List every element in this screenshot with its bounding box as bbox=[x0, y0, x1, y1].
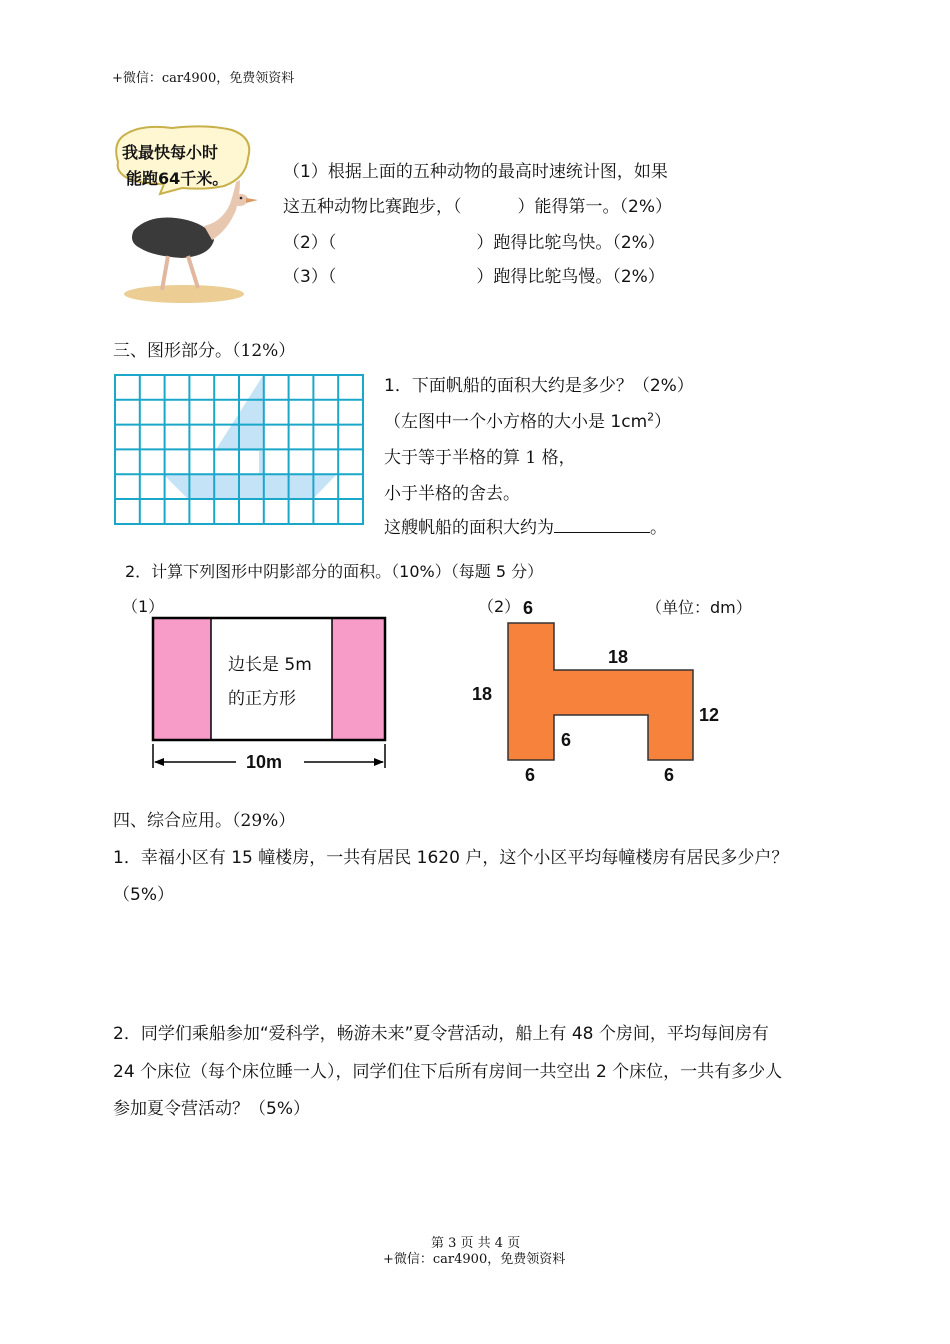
fig1-label: （1） bbox=[122, 597, 165, 616]
s3-q1-line4: 小于半格的舍去。 bbox=[384, 484, 520, 504]
fig2-unit: （单位：dm） bbox=[646, 598, 752, 617]
figure-2-orange-shape bbox=[505, 620, 697, 765]
footer-page-number: 第 3 页 共 4 页 bbox=[431, 1236, 521, 1251]
footer-watermark: +微信：car4900，免费领资料 bbox=[383, 1252, 566, 1267]
bubble-text-line1: 我最快每小时 bbox=[122, 143, 219, 162]
s3-q1-line2: （左图中一个小方格的大小是 $1cm^2$） bbox=[384, 410, 672, 432]
dim-bottom-left: 6 bbox=[525, 765, 536, 785]
s4-q1-line1: 1．幸福小区有 15 幢楼房，一共有居民 1620 户，这个小区平均每幢楼房有居民多少户？ bbox=[113, 848, 789, 868]
pink-right bbox=[332, 618, 385, 740]
fig1-inner-line2: 的正方形 bbox=[228, 689, 296, 709]
question-3: （3）（ ）跑得比鸵鸟慢。（2%） bbox=[283, 267, 665, 287]
question-1-line2: 这五种动物比赛跑步，（ ）能得第一。（2%） bbox=[283, 197, 672, 217]
s4-q1-line2: （5%） bbox=[113, 885, 174, 905]
s4-q2-line2: 24 个床位（每个床位睡一人），同学们住下后所有房间一共空出 2 个床位，一共有多少人 bbox=[113, 1062, 783, 1082]
answer-blank bbox=[554, 514, 650, 533]
dim-left-height: 18 bbox=[472, 684, 493, 704]
fig2-label: （2） bbox=[478, 597, 521, 616]
dim-top-width: 6 bbox=[523, 598, 534, 618]
dim-bottom-right: 6 bbox=[664, 765, 675, 785]
sailboat-grid bbox=[114, 374, 366, 526]
section-3-title: 三、图形部分。（12%） bbox=[113, 341, 296, 361]
s3-q1-line5: 这艘帆船的面积大约为 。 bbox=[384, 513, 667, 538]
section-4-title: 四、综合应用。（29%） bbox=[113, 811, 296, 831]
dim-inner-height: 6 bbox=[561, 730, 572, 750]
s3-q1-line1: 1．下面帆船的面积大约是多少？（2%） bbox=[384, 376, 694, 396]
fig1-inner-line1: 边长是 5m bbox=[228, 655, 312, 675]
pink-left bbox=[153, 618, 211, 740]
s3-q1-line3: 大于等于半格的算 1 格， bbox=[384, 448, 576, 468]
bubble-text-line2: 能跑64千米。 bbox=[126, 169, 229, 188]
dim-top-right: 18 bbox=[608, 647, 629, 667]
fig1-width-label: 10m bbox=[246, 752, 283, 772]
s4-q2-line1: 2．同学们乘船参加“爱科学，畅游未来”夏令营活动，船上有 48 个房间，平均每间房有 bbox=[113, 1024, 769, 1044]
header-watermark: +微信：car4900，免费领资料 bbox=[112, 71, 295, 86]
s3-q2-title: 2．计算下列图形中阴影部分的面积。（10%）（每题 5 分） bbox=[125, 562, 544, 581]
question-2: （2）（ ）跑得比鸵鸟快。（2%） bbox=[283, 233, 665, 253]
s4-q2-line3: 参加夏令营活动？（5%） bbox=[113, 1099, 310, 1119]
question-1-line1: （1）根据上面的五种动物的最高时速统计图，如果 bbox=[283, 162, 668, 182]
dim-right-height: 12 bbox=[699, 705, 720, 725]
